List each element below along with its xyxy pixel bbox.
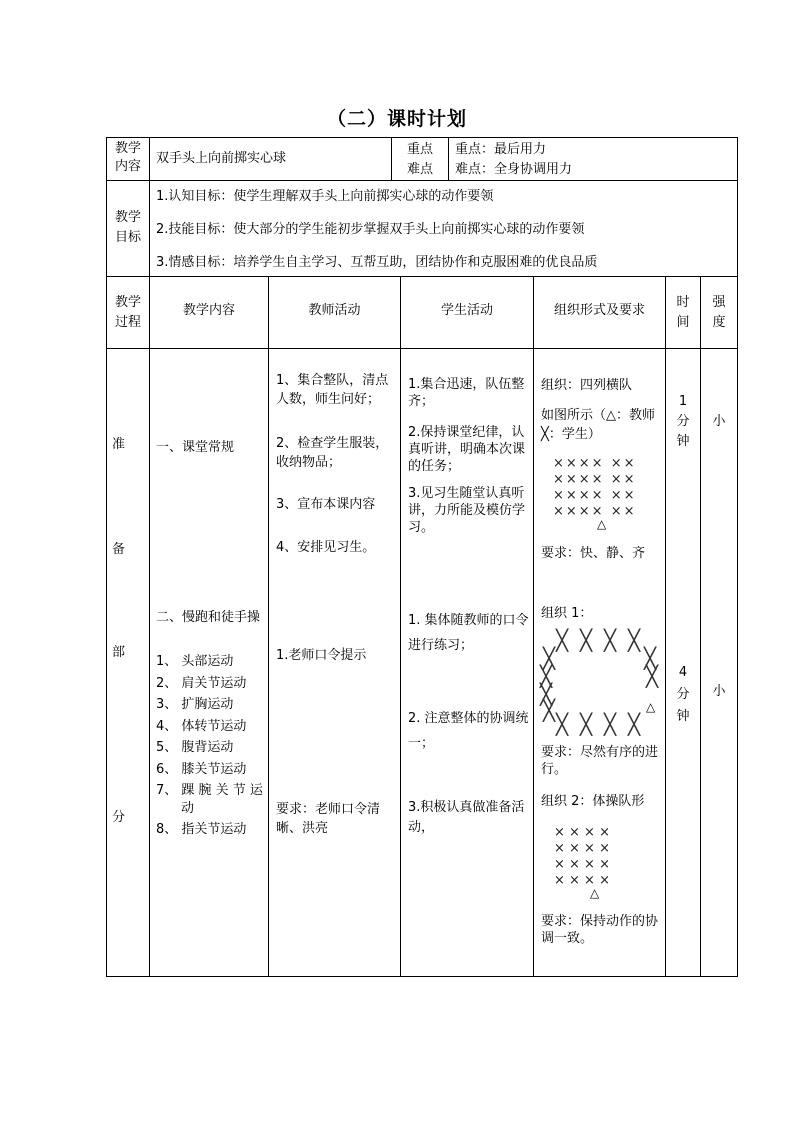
goals-label: 教学 目标 [114,210,141,245]
exercise-list [156,651,263,841]
teacher-activity: 2、检查学生服装，收纳物品； [276,436,389,470]
student-activity: 1.集合迅速，队伍整齐； [408,377,525,409]
goal-item: 2.技能目标：使大部分的学生能初步掌握双手头上向前掷实心球的动作要领 [156,222,585,237]
intensity-value: 小 [712,684,726,699]
list-item: 7、 踝 腕 关 节 运 [156,783,263,798]
col-teacher: 教师活动 [308,303,361,318]
col-organization: 组织形式及要求 [553,303,645,318]
list-item: 2、 肩关节运动 [156,675,247,691]
teacher-activity: 4、安排见习生。 [276,540,376,555]
student-activity: 1. 集体随教师的口令进行练习； [408,613,529,653]
teacher-triangle-icon: △ [597,517,607,531]
phase-char: 分 [112,810,126,825]
teacher-activity: 1、集合整队，清点人数，师生问好； [276,373,389,407]
intensity-value: 小 [712,414,726,429]
teacher-activity: 1.老师口令提示 [276,648,367,663]
list-item: 6、 膝关节运动 [156,761,247,777]
list-item: 5、 腹背运动 [156,740,234,755]
section2-content: 二、慢跑和徒手操 [156,610,261,625]
col-intensity: 强 度 [712,295,726,330]
list-item: 动 [181,801,195,816]
org-requirement: 要求：快、静、齐 [541,546,646,561]
keypoint-label: 重点 [406,142,433,157]
teacher-triangle-icon: △ [646,700,656,714]
list-item: 1、 头部运动 [156,654,234,669]
student-activity: 3.见习生随堂认真听讲，力所能及模仿学习。 [408,486,526,535]
list-item: 8、 指关节运动 [156,822,247,837]
goal-item: 1.认知目标：使学生理解双手头上向前掷实心球的动作要领 [156,189,494,204]
phase-char: 部 [112,645,126,660]
list-item: 3、 扩胸运动 [156,697,234,712]
col-time: 时 间 [676,295,690,330]
org-desc: 如图所示（△：教师╳：学生） [541,408,655,442]
content-label: 教学 内容 [114,141,141,174]
time-value: 1 分 钟 [676,394,690,449]
org-title: 组织：四列横队 [541,378,633,393]
student-activity: 2.保持课堂纪律，认真听讲，明确本次课的任务； [408,425,526,474]
col-process: 教学 过程 [114,295,141,330]
keypoint-value: 重点：最后用力 [455,142,547,157]
teacher-triangle-icon: △ [590,886,600,900]
col-content: 教学内容 [182,303,235,318]
section1-content: 一、课堂常规 [156,440,235,455]
goal-item: 3.情感目标：培养学生自主学习、互帮互助，团结协作和克服困难的优良品质 [156,255,598,270]
phase-char: 备 [112,542,126,557]
student-activity: 3.积极认真做准备活动， [408,800,525,835]
org1-title: 组织 1： [541,606,593,621]
col-student: 学生活动 [440,303,493,318]
teacher-activity: 3、宣布本课内容 [276,497,376,512]
content-value: 双手头上向前掷实心球 [156,151,287,166]
org1-requirement: 要求：尽然有序的进行。 [541,745,659,777]
org2-title: 组织 2：体操队形 [541,794,645,809]
phase-char: 准 [112,437,126,452]
teacher-requirement: 要求：老师口令清晰、洪亮 [276,802,381,836]
difficulty-value: 难点：全身协调用力 [455,162,573,177]
difficulty-label: 难点 [406,162,433,177]
list-item: 4、 体转节运动 [156,718,247,734]
time-value: 4 分 钟 [676,665,690,724]
page-title: （二）课时计划 [326,108,467,130]
org2-requirement: 要求：保持动作的协调一致。 [541,914,659,946]
student-activity: 2. 注意整体的协调统一； [408,711,529,751]
